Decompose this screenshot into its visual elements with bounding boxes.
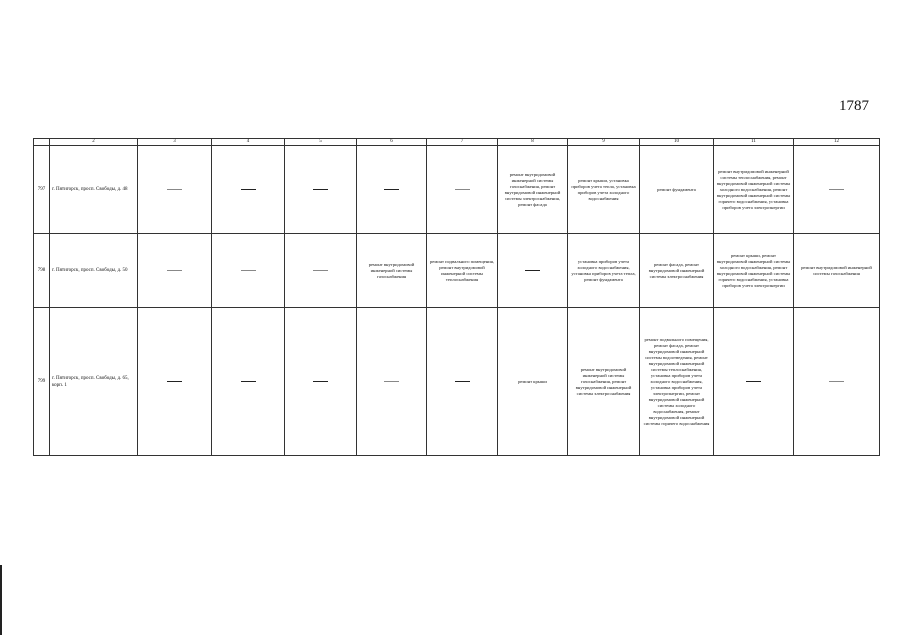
works-cell: установка приборов учета холодного водоснабжения, установка приборов учета тепла, ремонт фундамента	[568, 234, 640, 308]
dash-mark	[241, 189, 256, 190]
address-cell: г. Пятигорск, просп. Свободы, д. 48	[50, 146, 138, 234]
works-cell: ремонт внутридомовой инженерной системы теплоснабжения, ремонт внутридомовой инженерной системы холодного водоснабжения, ремонт внутридомовой инженерной системы горячего водоснабжения, установка приборов учета электроэнергии	[714, 146, 794, 234]
dash-mark	[829, 189, 844, 190]
column-header: 2	[50, 139, 138, 146]
empty-cell	[794, 146, 880, 234]
dash-mark	[746, 381, 761, 382]
works-cell: ремонт фундамента	[640, 146, 714, 234]
table-row	[34, 308, 880, 456]
dash-mark	[384, 189, 399, 190]
works-cell: ремонт внутридомовой инженерной системы газоснабжения, ремонт внутридомовой инженерной системы электроснабжения	[568, 308, 640, 456]
scan-edge-mark	[0, 565, 2, 635]
empty-cell	[498, 234, 568, 308]
column-header: 7	[427, 139, 498, 146]
works-cell: ремонт внутридомовой инженерной системы газоснабжения	[357, 234, 427, 308]
column-header: 6	[357, 139, 427, 146]
empty-cell	[714, 308, 794, 456]
repair-schedule-table	[33, 138, 880, 456]
column-header	[34, 139, 50, 146]
dash-mark	[313, 381, 328, 382]
empty-cell	[138, 146, 212, 234]
address-cell: г. Пятигорск, просп. Свободы, д. 50	[50, 234, 138, 308]
row-number: 797	[34, 146, 50, 234]
empty-cell	[138, 308, 212, 456]
works-cell: ремонт подвального помещения, ремонт внутридомовой инженерной системы теплоснабжения	[427, 234, 498, 308]
row-number: 798	[34, 234, 50, 308]
empty-cell	[212, 234, 285, 308]
dash-mark	[167, 270, 182, 271]
dash-mark	[313, 270, 328, 271]
dash-mark	[167, 381, 182, 382]
empty-cell	[427, 146, 498, 234]
column-header: 12	[794, 139, 880, 146]
row-number: 799	[34, 308, 50, 456]
column-header: 10	[640, 139, 714, 146]
dash-mark	[525, 270, 540, 271]
empty-cell	[285, 308, 357, 456]
page-number: 1787	[839, 98, 869, 114]
empty-cell	[285, 234, 357, 308]
dash-mark	[384, 381, 399, 382]
column-header: 11	[714, 139, 794, 146]
dash-mark	[313, 189, 328, 190]
works-cell: ремонт внутридомовой инженерной системы газоснабжения, ремонт внутридомовой инженерной системы электроснабжения, ремонт фасада	[498, 146, 568, 234]
address-cell: г. Пятигорск, просп. Свободы, д. 65, корп. 1	[50, 308, 138, 456]
empty-cell	[357, 308, 427, 456]
table-row	[34, 146, 880, 234]
dash-mark	[829, 381, 844, 382]
empty-cell	[427, 308, 498, 456]
dash-mark	[241, 270, 256, 271]
empty-cell	[794, 308, 880, 456]
column-header: 5	[285, 139, 357, 146]
empty-cell	[285, 146, 357, 234]
dash-mark	[241, 381, 256, 382]
works-cell: ремонт фасада, ремонт внутридомовой инженерной системы электроснабжения	[640, 234, 714, 308]
dash-mark	[455, 189, 470, 190]
column-header: 9	[568, 139, 640, 146]
dash-mark	[167, 189, 182, 190]
column-number-row	[34, 139, 880, 146]
works-cell: ремонт подвального помещения, ремонт фасада, ремонт внутридомовой инженерной системы водоотведения, ремонт внутридомовой инженерной системы теплоснабжения, установка приборов учета холодного водоснабжения, установка приборов учета электроэнергии, ремонт внутридомовой инженерной системы холодного водоснабжения, ремонт внутридомовой инженерной системы горячего водоснабжения	[640, 308, 714, 456]
empty-cell	[138, 234, 212, 308]
works-cell: ремонт крыши, установка приборов учета тепла, установка приборов учета холодного водоснабжения	[568, 146, 640, 234]
column-header: 3	[138, 139, 212, 146]
works-cell: ремонт внутридомовой инженерной системы газоснабжения	[794, 234, 880, 308]
empty-cell	[212, 308, 285, 456]
works-cell: ремонт крыши, ремонт внутридомовой инженерной системы холодного водоснабжения, ремонт внутридомовой инженерной системы горячего водоснабжения, установка приборов учета электроэнергии	[714, 234, 794, 308]
dash-mark	[455, 381, 470, 382]
empty-cell	[212, 146, 285, 234]
table-row	[34, 234, 880, 308]
empty-cell	[357, 146, 427, 234]
column-header: 8	[498, 139, 568, 146]
works-cell: ремонт крыши	[498, 308, 568, 456]
column-header: 4	[212, 139, 285, 146]
